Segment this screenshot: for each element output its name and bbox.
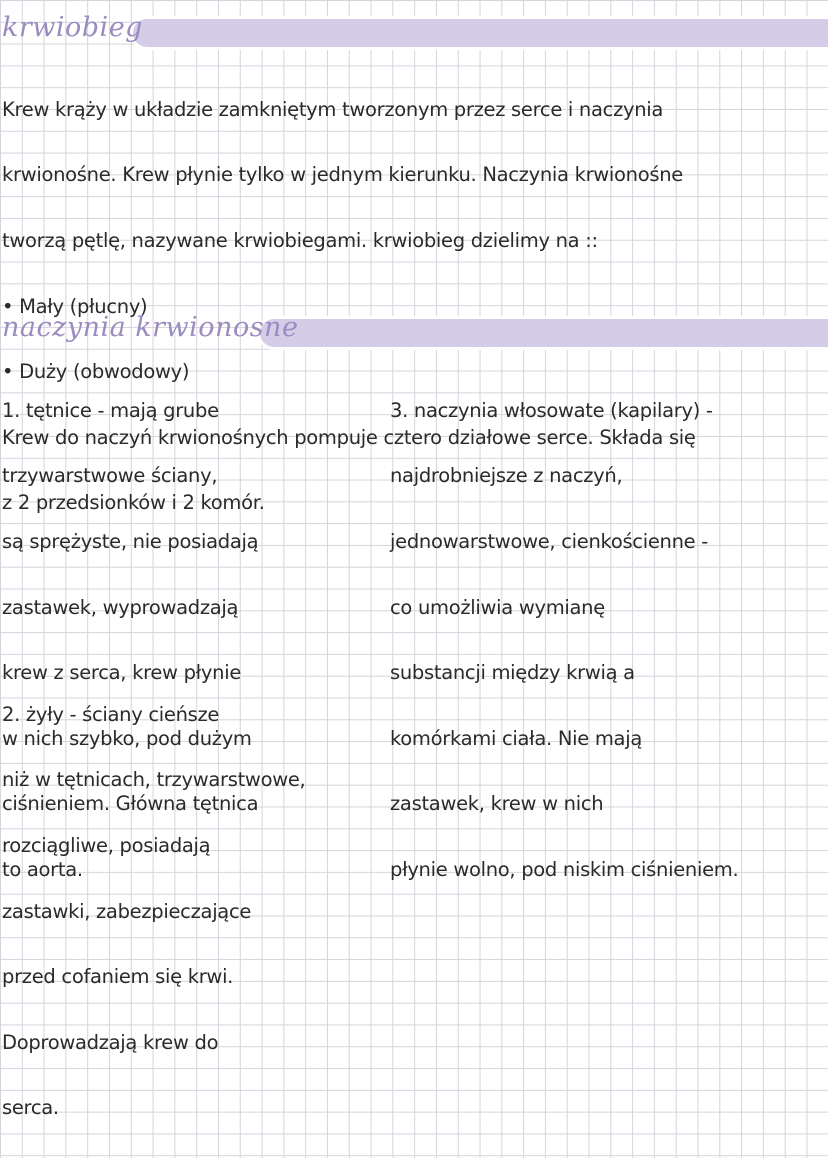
text-line: w nich szybko, pod dużym <box>2 726 252 750</box>
text-line: trzywarstwowe ściany, <box>2 464 218 488</box>
text-line: krwionośne. Krew płynie tylko w jednym kierunku. Naczynia krwionośne <box>2 163 683 187</box>
text-line: 2. żyły - ściany cieńsze <box>2 702 220 726</box>
heading-naczynia: naczynia krwionosne <box>2 312 299 343</box>
heading-highlight-bar <box>260 319 828 347</box>
heading-highlight-bar <box>133 19 828 47</box>
heading-krwiobieg: krwiobieg <box>2 12 143 43</box>
text-line: komórkami ciała. Nie mają <box>390 726 642 750</box>
list-item: • Mały (płucny) <box>2 294 148 318</box>
text-line: krew z serca, krew płynie <box>2 661 242 685</box>
text-line: Krew do naczyń krwionośnych pompuje cztero działowe serce. Składa się <box>2 425 696 449</box>
text-line: z 2 przedsionków i 2 komór. <box>2 491 265 515</box>
text-line: zastawki, zabezpieczające <box>2 899 252 923</box>
text-line: Krew krąży w układzie zamkniętym tworzonym przez serce i naczynia <box>2 97 664 121</box>
text-line: płynie wolno, pod niskim ciśnieniem. <box>390 857 739 881</box>
text-line: ciśnieniem. Główna tętnica <box>2 792 259 816</box>
text-line: Doprowadzają krew do <box>2 1030 219 1054</box>
text-line: rozciągliwe, posiadają <box>2 833 211 857</box>
veins-text <box>2 666 305 1158</box>
text-line: niż w tętnicach, trzywarstwowe, <box>2 768 306 792</box>
list-item: • Duży (obwodowy) <box>2 360 190 384</box>
text-line: są sprężyste, nie posiadają <box>2 529 259 553</box>
text-line: zastawek, wyprowadzają <box>2 595 239 619</box>
text-line: zastawek, krew w nich <box>390 792 604 816</box>
text-line: przed cofaniem się krwi. <box>2 965 234 989</box>
text-line: 3. naczynia włosowate (kapilary) - <box>390 398 713 422</box>
text-line: 1. tętnice - mają grube <box>2 398 219 422</box>
text-line: najdrobniejsze z naczyń, <box>390 464 623 488</box>
text-line: to aorta. <box>2 857 83 881</box>
text-line: substancji między krwią a <box>390 661 635 685</box>
text-line: jednowarstwowe, cienkościenne - <box>390 529 708 553</box>
text-line: tworzą pętlę, nazywane krwiobiegami. krwiobieg dzielimy na :: <box>2 228 598 252</box>
capillaries-text <box>390 362 738 920</box>
text-line: co umożliwia wymianę <box>390 595 605 619</box>
text-line: serca. <box>2 1096 59 1120</box>
